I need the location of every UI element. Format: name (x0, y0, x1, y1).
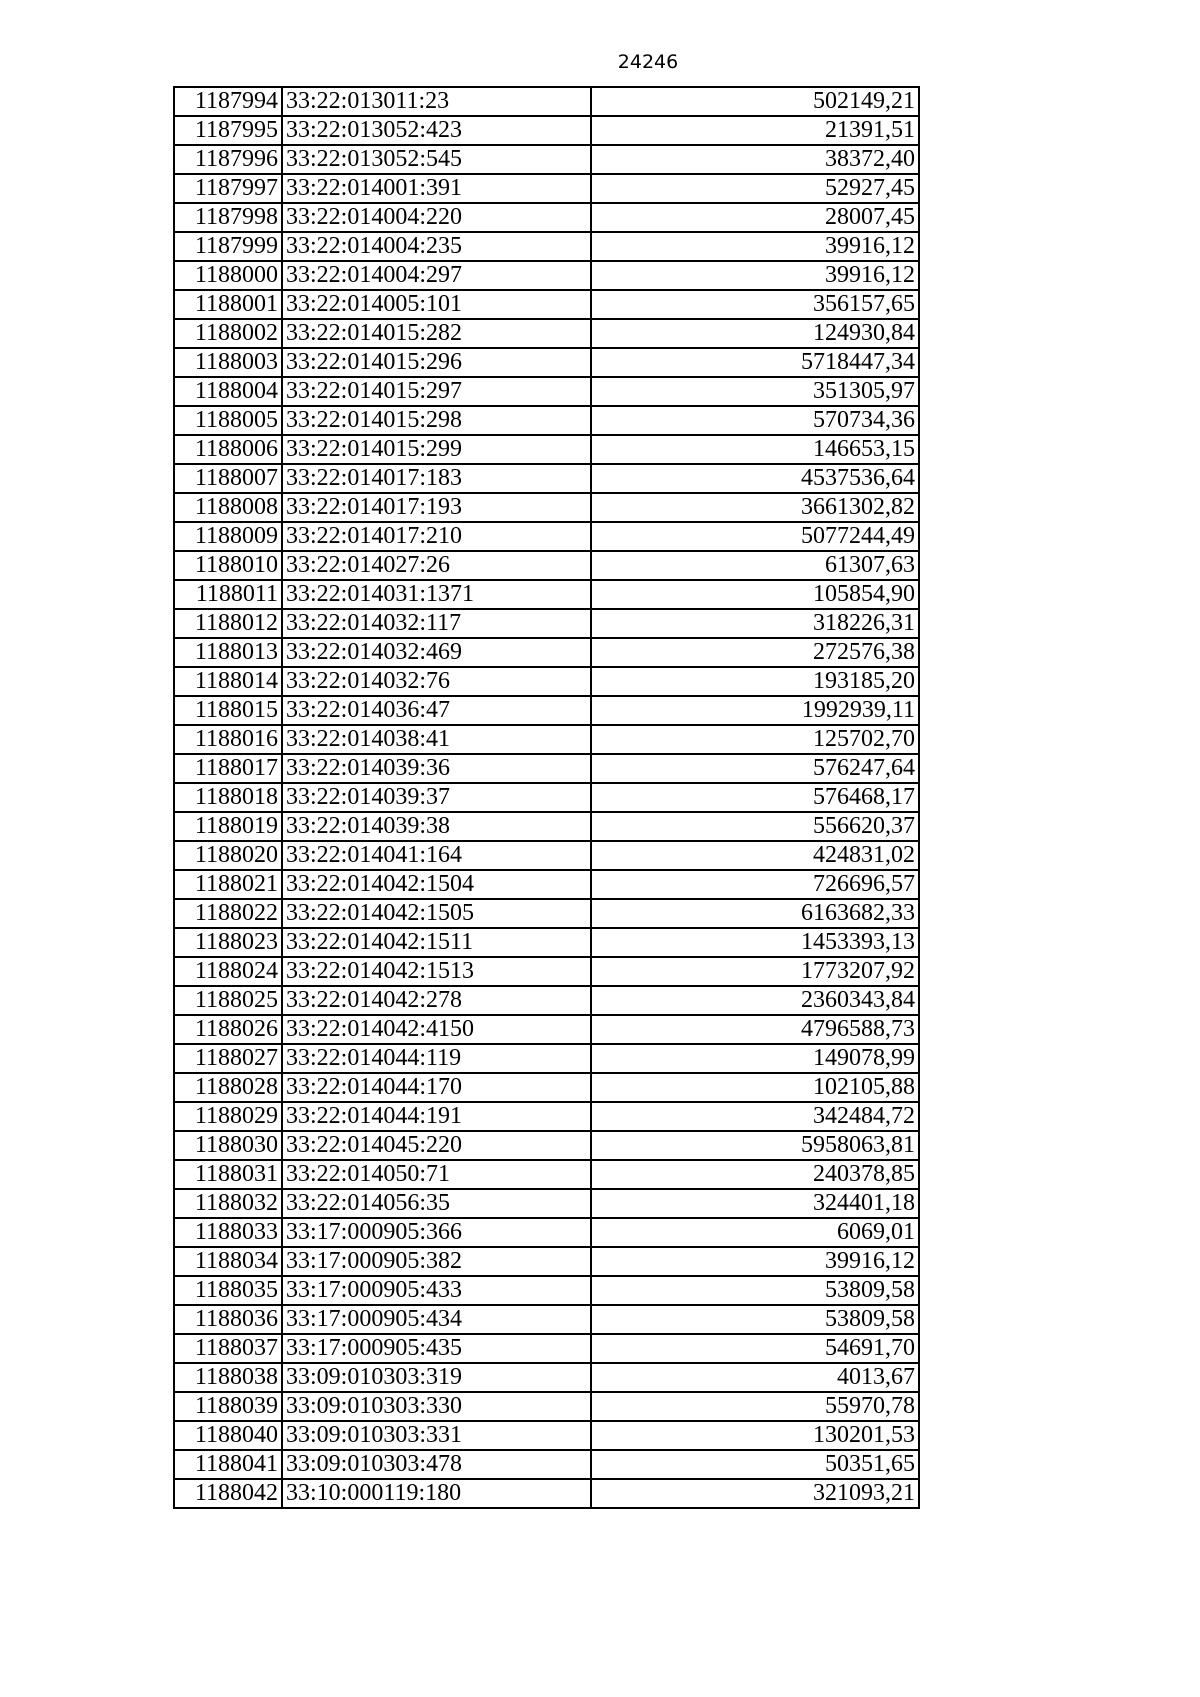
cadastral-value-cell: 351305,97 (591, 377, 919, 406)
cadastral-number-cell: 33:22:014044:170 (282, 1073, 591, 1102)
cadastral-value-cell: 1453393,13 (591, 928, 919, 957)
cadastral-value-cell: 1773207,92 (591, 957, 919, 986)
cadastral-value-cell: 318226,31 (591, 609, 919, 638)
table-row (174, 725, 919, 754)
row-id-cell: 1188006 (174, 435, 282, 464)
cadastral-number-cell: 33:09:010303:478 (282, 1450, 591, 1479)
row-id-cell: 1188021 (174, 870, 282, 899)
table-row (174, 1421, 919, 1450)
table-row (174, 1044, 919, 1073)
table-row (174, 232, 919, 261)
table-row (174, 406, 919, 435)
cadastral-number-cell: 33:22:014015:282 (282, 319, 591, 348)
row-id-cell: 1188003 (174, 348, 282, 377)
cadastral-number-cell: 33:22:014056:35 (282, 1189, 591, 1218)
row-id-cell: 1188040 (174, 1421, 282, 1450)
table-row (174, 290, 919, 319)
cadastral-number-cell: 33:22:014017:210 (282, 522, 591, 551)
cadastral-number-cell: 33:22:014027:26 (282, 551, 591, 580)
row-id-cell: 1188025 (174, 986, 282, 1015)
cadastral-value-cell: 576247,64 (591, 754, 919, 783)
table-row (174, 1131, 919, 1160)
cadastral-value-cell: 6163682,33 (591, 899, 919, 928)
cadastral-number-cell: 33:10:000119:180 (282, 1479, 591, 1508)
row-id-cell: 1188024 (174, 957, 282, 986)
table-row (174, 261, 919, 290)
row-id-cell: 1187997 (174, 174, 282, 203)
cadastral-value-cell: 130201,53 (591, 1421, 919, 1450)
cadastral-number-cell: 33:17:000905:382 (282, 1247, 591, 1276)
table-row (174, 928, 919, 957)
table-row (174, 1479, 919, 1508)
cadastral-value-cell: 4796588,73 (591, 1015, 919, 1044)
cadastral-value-cell: 124930,84 (591, 319, 919, 348)
row-id-cell: 1188014 (174, 667, 282, 696)
cadastral-value-cell: 50351,65 (591, 1450, 919, 1479)
cadastral-value-cell: 321093,21 (591, 1479, 919, 1508)
cadastral-value-cell: 53809,58 (591, 1305, 919, 1334)
table-row (174, 203, 919, 232)
cadastral-number-cell: 33:22:014044:191 (282, 1102, 591, 1131)
cadastral-number-cell: 33:22:014015:299 (282, 435, 591, 464)
cadastral-value-cell: 570734,36 (591, 406, 919, 435)
cadastral-number-cell: 33:22:014031:1371 (282, 580, 591, 609)
cadastral-number-cell: 33:22:014004:235 (282, 232, 591, 261)
cadastral-value-cell: 556620,37 (591, 812, 919, 841)
cadastral-value-cell: 102105,88 (591, 1073, 919, 1102)
row-id-cell: 1188022 (174, 899, 282, 928)
table-row (174, 319, 919, 348)
table-row (174, 493, 919, 522)
row-id-cell: 1188009 (174, 522, 282, 551)
row-id-cell: 1188020 (174, 841, 282, 870)
cadastral-number-cell: 33:22:014038:41 (282, 725, 591, 754)
table-row (174, 551, 919, 580)
cadastral-number-cell: 33:22:014032:117 (282, 609, 591, 638)
row-id-cell: 1188032 (174, 1189, 282, 1218)
table-row (174, 783, 919, 812)
cadastral-number-cell: 33:22:014039:38 (282, 812, 591, 841)
cadastral-value-cell: 105854,90 (591, 580, 919, 609)
cadastral-value-cell: 28007,45 (591, 203, 919, 232)
cadastral-number-cell: 33:22:013011:23 (282, 87, 591, 116)
table-row (174, 1102, 919, 1131)
row-id-cell: 1188033 (174, 1218, 282, 1247)
cadastral-number-cell: 33:22:014045:220 (282, 1131, 591, 1160)
table-row (174, 1247, 919, 1276)
table-row (174, 522, 919, 551)
cadastral-number-cell: 33:17:000905:434 (282, 1305, 591, 1334)
table-row (174, 1218, 919, 1247)
cadastral-value-cell: 6069,01 (591, 1218, 919, 1247)
table-row (174, 696, 919, 725)
table-row (174, 377, 919, 406)
row-id-cell: 1188002 (174, 319, 282, 348)
cadastral-number-cell: 33:22:014042:1505 (282, 899, 591, 928)
cadastral-value-cell: 61307,63 (591, 551, 919, 580)
row-id-cell: 1188016 (174, 725, 282, 754)
row-id-cell: 1188008 (174, 493, 282, 522)
table-row (174, 609, 919, 638)
row-id-cell: 1188027 (174, 1044, 282, 1073)
cadastral-value-cell: 726696,57 (591, 870, 919, 899)
row-id-cell: 1188004 (174, 377, 282, 406)
row-id-cell: 1188035 (174, 1276, 282, 1305)
cadastral-value-cell: 4537536,64 (591, 464, 919, 493)
cadastral-number-cell: 33:22:014004:220 (282, 203, 591, 232)
cadastral-number-cell: 33:22:013052:545 (282, 145, 591, 174)
row-id-cell: 1188026 (174, 1015, 282, 1044)
row-id-cell: 1188010 (174, 551, 282, 580)
row-id-cell: 1188000 (174, 261, 282, 290)
row-id-cell: 1188017 (174, 754, 282, 783)
table-row (174, 667, 919, 696)
table-body (174, 87, 919, 1508)
table-row (174, 1392, 919, 1421)
table-row (174, 812, 919, 841)
row-id-cell: 1187995 (174, 116, 282, 145)
cadastral-value-cell: 1992939,11 (591, 696, 919, 725)
table-row (174, 1160, 919, 1189)
cadastral-value-cell: 342484,72 (591, 1102, 919, 1131)
cadastral-number-cell: 33:22:014032:469 (282, 638, 591, 667)
cadastral-value-cell: 502149,21 (591, 87, 919, 116)
table-row (174, 1305, 919, 1334)
row-id-cell: 1188036 (174, 1305, 282, 1334)
table-row (174, 1189, 919, 1218)
cadastral-number-cell: 33:22:014015:296 (282, 348, 591, 377)
row-id-cell: 1188011 (174, 580, 282, 609)
cadastral-number-cell: 33:22:014042:4150 (282, 1015, 591, 1044)
table-row (174, 1363, 919, 1392)
table-row (174, 899, 919, 928)
row-id-cell: 1188019 (174, 812, 282, 841)
table-row (174, 580, 919, 609)
cadastral-number-cell: 33:22:014042:278 (282, 986, 591, 1015)
cadastral-value-table (173, 86, 920, 1509)
table-row (174, 116, 919, 145)
row-id-cell: 1188015 (174, 696, 282, 725)
table-row (174, 348, 919, 377)
row-id-cell: 1188030 (174, 1131, 282, 1160)
table-row (174, 1015, 919, 1044)
cadastral-number-cell: 33:09:010303:331 (282, 1421, 591, 1450)
cadastral-value-cell: 576468,17 (591, 783, 919, 812)
cadastral-value-cell: 424831,02 (591, 841, 919, 870)
cadastral-value-cell: 21391,51 (591, 116, 919, 145)
cadastral-value-cell: 39916,12 (591, 232, 919, 261)
cadastral-value-cell: 324401,18 (591, 1189, 919, 1218)
cadastral-number-cell: 33:22:014017:183 (282, 464, 591, 493)
cadastral-number-cell: 33:09:010303:330 (282, 1392, 591, 1421)
cadastral-number-cell: 33:17:000905:366 (282, 1218, 591, 1247)
cadastral-value-cell: 54691,70 (591, 1334, 919, 1363)
cadastral-number-cell: 33:22:014042:1504 (282, 870, 591, 899)
row-id-cell: 1188039 (174, 1392, 282, 1421)
row-id-cell: 1188012 (174, 609, 282, 638)
table-row (174, 870, 919, 899)
row-id-cell: 1188018 (174, 783, 282, 812)
row-id-cell: 1188028 (174, 1073, 282, 1102)
table-row (174, 1334, 919, 1363)
table-row (174, 174, 919, 203)
row-id-cell: 1187998 (174, 203, 282, 232)
cadastral-value-cell: 5077244,49 (591, 522, 919, 551)
cadastral-number-cell: 33:22:014050:71 (282, 1160, 591, 1189)
row-id-cell: 1188038 (174, 1363, 282, 1392)
cadastral-number-cell: 33:22:014042:1511 (282, 928, 591, 957)
row-id-cell: 1187999 (174, 232, 282, 261)
table-row (174, 638, 919, 667)
cadastral-number-cell: 33:22:014042:1513 (282, 957, 591, 986)
table-row (174, 464, 919, 493)
cadastral-value-cell: 4013,67 (591, 1363, 919, 1392)
cadastral-value-cell: 272576,38 (591, 638, 919, 667)
row-id-cell: 1188013 (174, 638, 282, 667)
cadastral-number-cell: 33:09:010303:319 (282, 1363, 591, 1392)
table-row (174, 1450, 919, 1479)
cadastral-value-cell: 39916,12 (591, 261, 919, 290)
cadastral-value-cell: 146653,15 (591, 435, 919, 464)
cadastral-value-cell: 39916,12 (591, 1247, 919, 1276)
table-row (174, 1073, 919, 1102)
row-id-cell: 1188042 (174, 1479, 282, 1508)
row-id-cell: 1188031 (174, 1160, 282, 1189)
table-row (174, 754, 919, 783)
row-id-cell: 1188037 (174, 1334, 282, 1363)
cadastral-value-cell: 3661302,82 (591, 493, 919, 522)
cadastral-value-cell: 2360343,84 (591, 986, 919, 1015)
row-id-cell: 1188001 (174, 290, 282, 319)
cadastral-value-cell: 53809,58 (591, 1276, 919, 1305)
row-id-cell: 1187996 (174, 145, 282, 174)
row-id-cell: 1188029 (174, 1102, 282, 1131)
table-row (174, 986, 919, 1015)
cadastral-value-cell: 125702,70 (591, 725, 919, 754)
row-id-cell: 1188023 (174, 928, 282, 957)
cadastral-value-cell: 356157,65 (591, 290, 919, 319)
row-id-cell: 1188034 (174, 1247, 282, 1276)
table-row (174, 435, 919, 464)
row-id-cell: 1188005 (174, 406, 282, 435)
cadastral-value-cell: 55970,78 (591, 1392, 919, 1421)
row-id-cell: 1188007 (174, 464, 282, 493)
cadastral-number-cell: 33:22:014015:297 (282, 377, 591, 406)
cadastral-value-cell: 52927,45 (591, 174, 919, 203)
table-row (174, 1276, 919, 1305)
cadastral-number-cell: 33:22:014004:297 (282, 261, 591, 290)
cadastral-number-cell: 33:17:000905:435 (282, 1334, 591, 1363)
cadastral-number-cell: 33:22:013052:423 (282, 116, 591, 145)
table-row (174, 957, 919, 986)
cadastral-value-cell: 149078,99 (591, 1044, 919, 1073)
cadastral-value-cell: 240378,85 (591, 1160, 919, 1189)
cadastral-number-cell: 33:22:014015:298 (282, 406, 591, 435)
table-row (174, 145, 919, 174)
cadastral-value-cell: 5718447,34 (591, 348, 919, 377)
cadastral-number-cell: 33:22:014036:47 (282, 696, 591, 725)
cadastral-value-cell: 5958063,81 (591, 1131, 919, 1160)
cadastral-number-cell: 33:22:014005:101 (282, 290, 591, 319)
cadastral-number-cell: 33:22:014041:164 (282, 841, 591, 870)
cadastral-number-cell: 33:22:014039:36 (282, 754, 591, 783)
cadastral-number-cell: 33:22:014001:391 (282, 174, 591, 203)
cadastral-value-cell: 38372,40 (591, 145, 919, 174)
cadastral-number-cell: 33:22:014032:76 (282, 667, 591, 696)
cadastral-number-cell: 33:22:014039:37 (282, 783, 591, 812)
cadastral-number-cell: 33:17:000905:433 (282, 1276, 591, 1305)
row-id-cell: 1187994 (174, 87, 282, 116)
cadastral-value-cell: 193185,20 (591, 667, 919, 696)
cadastral-number-cell: 33:22:014017:193 (282, 493, 591, 522)
table-row (174, 87, 919, 116)
page-number: 24246 (617, 51, 679, 73)
table-row (174, 841, 919, 870)
row-id-cell: 1188041 (174, 1450, 282, 1479)
cadastral-number-cell: 33:22:014044:119 (282, 1044, 591, 1073)
